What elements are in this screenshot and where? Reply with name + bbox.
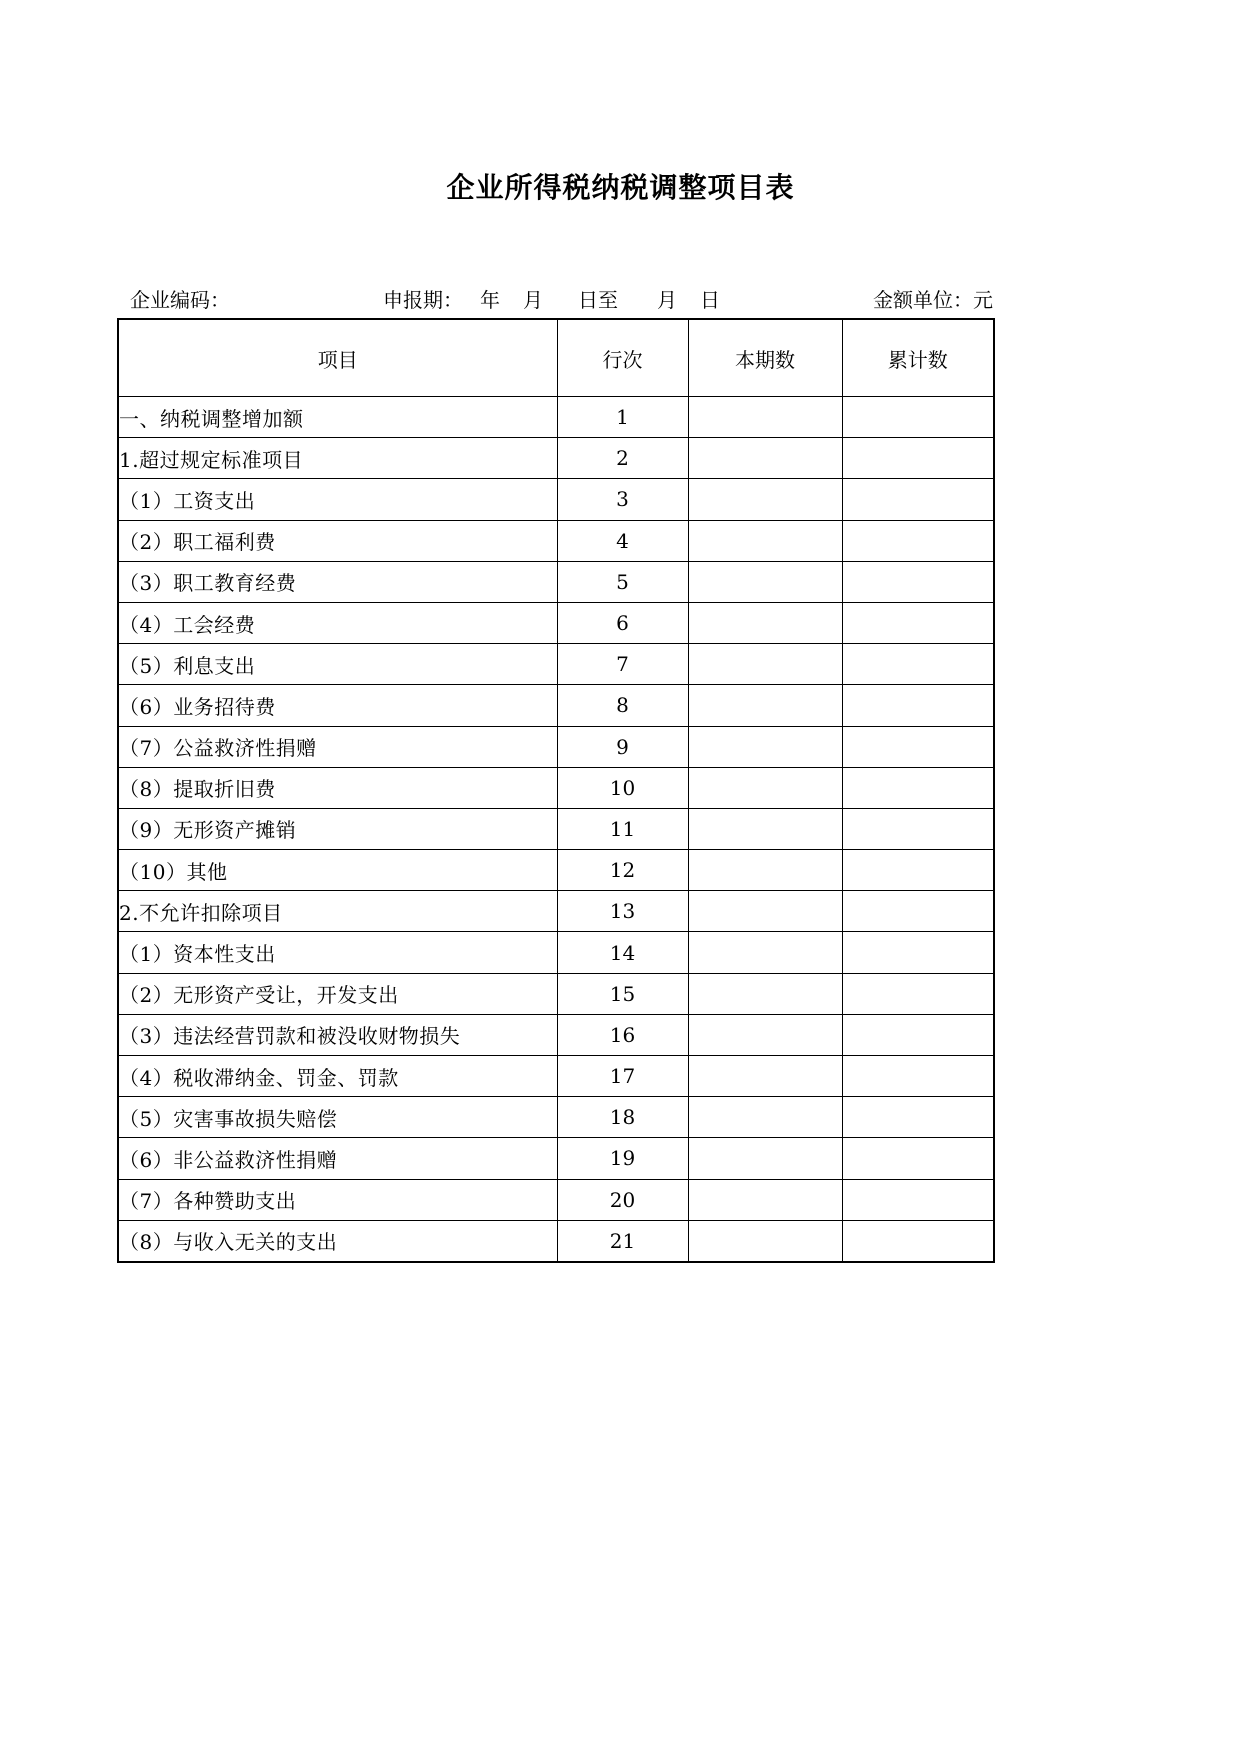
current-period-cell xyxy=(688,397,842,438)
current-period-cell xyxy=(688,891,842,932)
current-period-cell xyxy=(688,479,842,520)
line-number-cell: 4 xyxy=(557,520,688,561)
period-day-to-label: 日至 xyxy=(578,288,618,312)
cumulative-cell xyxy=(842,1220,994,1262)
line-number-cell: 19 xyxy=(557,1138,688,1179)
period-month-to-label: 月 xyxy=(657,288,677,312)
line-number-cell: 17 xyxy=(557,1056,688,1097)
item-cell: 1.超过规定标准项目 xyxy=(118,438,557,479)
current-period-cell xyxy=(688,685,842,726)
current-period-cell xyxy=(688,438,842,479)
line-number-cell: 1 xyxy=(557,397,688,438)
item-cell: （4）税收滞纳金、罚金、罚款 xyxy=(118,1056,557,1097)
table-row xyxy=(118,808,994,849)
cumulative-cell xyxy=(842,767,994,808)
table-row xyxy=(118,891,994,932)
item-cell: 2.不允许扣除项目 xyxy=(118,891,557,932)
table-row xyxy=(118,932,994,973)
table-row xyxy=(118,479,994,520)
current-period-cell xyxy=(688,1138,842,1179)
item-cell: 一、纳税调整增加额 xyxy=(118,397,557,438)
current-period-cell xyxy=(688,1097,842,1138)
table-row xyxy=(118,602,994,643)
page-title: 企业所得税纳税调整项目表 xyxy=(446,171,795,204)
line-number-cell: 8 xyxy=(557,685,688,726)
header-current-period: 本期数 xyxy=(688,319,842,397)
item-cell: （1）资本性支出 xyxy=(118,932,557,973)
item-cell: （5）灾害事故损失赔偿 xyxy=(118,1097,557,1138)
cumulative-cell xyxy=(842,1056,994,1097)
table-row xyxy=(118,973,994,1014)
item-cell: （8）与收入无关的支出 xyxy=(118,1220,557,1262)
line-number-cell: 3 xyxy=(557,479,688,520)
table-row xyxy=(118,397,994,438)
line-number-cell: 10 xyxy=(557,767,688,808)
table-row xyxy=(118,685,994,726)
current-period-cell xyxy=(688,1056,842,1097)
cumulative-cell xyxy=(842,726,994,767)
tax-adjustment-table xyxy=(117,318,995,1263)
table-row xyxy=(118,767,994,808)
line-number-cell: 6 xyxy=(557,602,688,643)
line-number-cell: 9 xyxy=(557,726,688,767)
item-cell: （3）职工教育经费 xyxy=(118,561,557,602)
item-cell: （10）其他 xyxy=(118,850,557,891)
table-header-row xyxy=(118,319,994,397)
period-day-end-label: 日 xyxy=(700,288,720,312)
period-year-label: 年 xyxy=(480,288,500,312)
table-row xyxy=(118,1056,994,1097)
line-number-cell: 12 xyxy=(557,850,688,891)
line-number-cell: 14 xyxy=(557,932,688,973)
table-row xyxy=(118,561,994,602)
cumulative-cell xyxy=(842,602,994,643)
line-number-cell: 7 xyxy=(557,644,688,685)
cumulative-cell xyxy=(842,561,994,602)
header-line: 行次 xyxy=(557,319,688,397)
item-cell: （2）无形资产受让，开发支出 xyxy=(118,973,557,1014)
table-row xyxy=(118,520,994,561)
item-cell: （6）业务招待费 xyxy=(118,685,557,726)
amount-unit-label: 金额单位：元 xyxy=(873,288,993,312)
item-cell: （9）无形资产摊销 xyxy=(118,808,557,849)
cumulative-cell xyxy=(842,520,994,561)
line-number-cell: 11 xyxy=(557,808,688,849)
cumulative-cell xyxy=(842,685,994,726)
line-number-cell: 15 xyxy=(557,973,688,1014)
item-cell: （6）非公益救济性捐赠 xyxy=(118,1138,557,1179)
current-period-cell xyxy=(688,767,842,808)
cumulative-cell xyxy=(842,1014,994,1055)
item-cell: （2）职工福利费 xyxy=(118,520,557,561)
current-period-cell xyxy=(688,850,842,891)
cumulative-cell xyxy=(842,1179,994,1220)
cumulative-cell xyxy=(842,850,994,891)
table-row xyxy=(118,1014,994,1055)
table-row xyxy=(118,1220,994,1262)
current-period-cell xyxy=(688,726,842,767)
current-period-cell xyxy=(688,1014,842,1055)
cumulative-cell xyxy=(842,1138,994,1179)
current-period-cell xyxy=(688,932,842,973)
line-number-cell: 18 xyxy=(557,1097,688,1138)
item-cell: （5）利息支出 xyxy=(118,644,557,685)
line-number-cell: 2 xyxy=(557,438,688,479)
header-cumulative: 累计数 xyxy=(842,319,994,397)
current-period-cell xyxy=(688,1220,842,1262)
cumulative-cell xyxy=(842,932,994,973)
line-number-cell: 5 xyxy=(557,561,688,602)
table-row xyxy=(118,1138,994,1179)
table-row xyxy=(118,438,994,479)
item-cell: （8）提取折旧费 xyxy=(118,767,557,808)
item-cell: （3）违法经营罚款和被没收财物损失 xyxy=(118,1014,557,1055)
item-cell: （7）各种赞助支出 xyxy=(118,1179,557,1220)
item-cell: （1）工资支出 xyxy=(118,479,557,520)
header-item: 项目 xyxy=(118,319,557,397)
current-period-cell xyxy=(688,808,842,849)
table-row xyxy=(118,726,994,767)
table-row xyxy=(118,644,994,685)
cumulative-cell xyxy=(842,397,994,438)
table-row xyxy=(118,850,994,891)
item-cell: （4）工会经费 xyxy=(118,602,557,643)
cumulative-cell xyxy=(842,438,994,479)
table-row xyxy=(118,1179,994,1220)
table-row xyxy=(118,1097,994,1138)
current-period-cell xyxy=(688,973,842,1014)
line-number-cell: 13 xyxy=(557,891,688,932)
cumulative-cell xyxy=(842,808,994,849)
current-period-cell xyxy=(688,644,842,685)
line-number-cell: 21 xyxy=(557,1220,688,1262)
cumulative-cell xyxy=(842,973,994,1014)
item-cell: （7）公益救济性捐赠 xyxy=(118,726,557,767)
period-label: 申报期： xyxy=(383,288,463,312)
cumulative-cell xyxy=(842,1097,994,1138)
company-code-label: 企业编码： xyxy=(130,288,230,312)
current-period-cell xyxy=(688,602,842,643)
current-period-cell xyxy=(688,561,842,602)
line-number-cell: 20 xyxy=(557,1179,688,1220)
cumulative-cell xyxy=(842,479,994,520)
cumulative-cell xyxy=(842,644,994,685)
current-period-cell xyxy=(688,520,842,561)
period-month-from-label: 月 xyxy=(523,288,543,312)
current-period-cell xyxy=(688,1179,842,1220)
cumulative-cell xyxy=(842,891,994,932)
line-number-cell: 16 xyxy=(557,1014,688,1055)
